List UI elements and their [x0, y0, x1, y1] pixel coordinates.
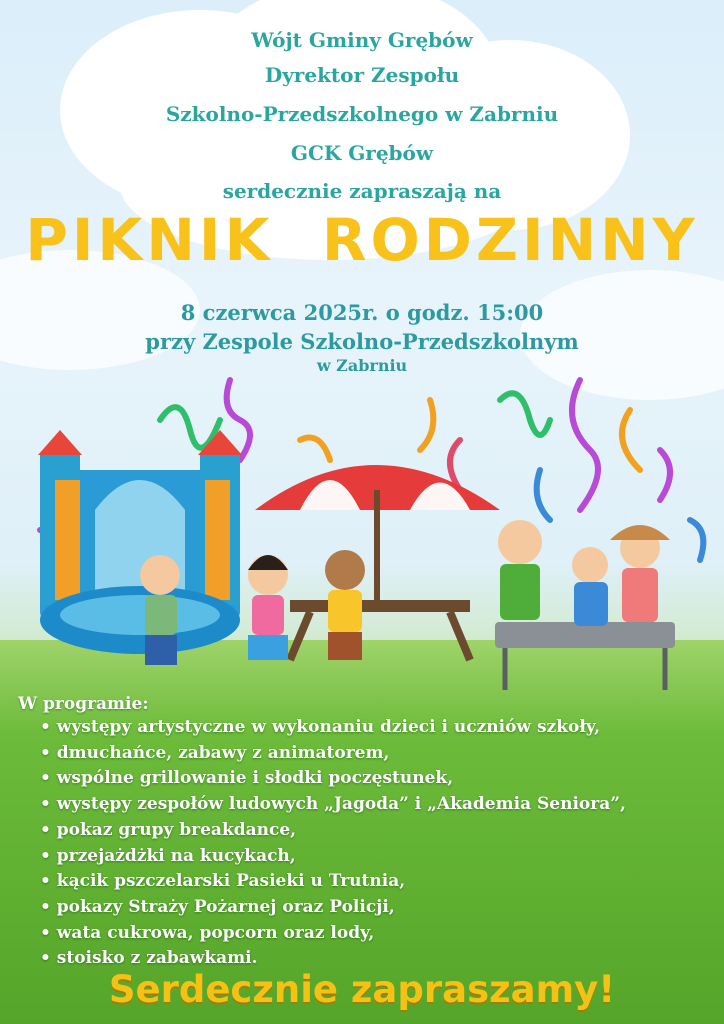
- event-date: 8 czerwca 2025r. o godz. 15:00: [180, 300, 544, 325]
- program-item: • dmuchańce, zabawy z animatorem,: [40, 741, 718, 767]
- footer-invitation: Serdecznie zapraszamy!: [108, 968, 616, 1011]
- program-section: [18, 693, 718, 972]
- program-item: • występy artystyczne w wykonaniu dzieci i uczniów szkoły,: [40, 715, 718, 741]
- picnic-table-icon: [290, 600, 470, 660]
- picnic-illustration: [0, 360, 724, 700]
- program-heading: W programie:: [18, 694, 149, 714]
- event-place: przy Zespole Szkolno-Przedszkolnym: [145, 329, 579, 354]
- program-list: [18, 715, 718, 972]
- header-line: Szkolno-Przedszkolnego w Zabrniu: [165, 102, 559, 126]
- event-town: w Zabrniu: [316, 356, 408, 375]
- event-title: PIKNIK RODZINNY: [25, 206, 699, 274]
- program-item: • przejażdżki na kucykach,: [40, 844, 718, 870]
- program-item: • kącik pszczelarski Pasieki u Trutnia,: [40, 869, 718, 895]
- bouncy-castle-icon: [38, 430, 242, 654]
- umbrella-icon: [255, 465, 500, 600]
- program-item: • wspólne grillowanie i słodki poczęstunek,: [40, 766, 718, 792]
- program-item: • wata cukrowa, popcorn oraz lody,: [40, 921, 718, 947]
- header-line: Dyrektor Zespołu: [264, 63, 460, 87]
- header-line: serdecznie zapraszają na: [222, 179, 502, 203]
- program-item: • pokazy Straży Pożarnej oraz Policji,: [40, 895, 718, 921]
- header-line: Wójt Gminy Grębów: [251, 28, 473, 52]
- program-item: • stoisko z zabawkami.: [40, 946, 718, 972]
- grill-icon: [495, 622, 675, 690]
- header-line: GCK Grębów: [290, 141, 434, 165]
- program-item: • występy zespołów ludowych „Jagoda” i „Akademia Seniora”,: [40, 792, 718, 818]
- program-item: • pokaz grupy breakdance,: [40, 818, 718, 844]
